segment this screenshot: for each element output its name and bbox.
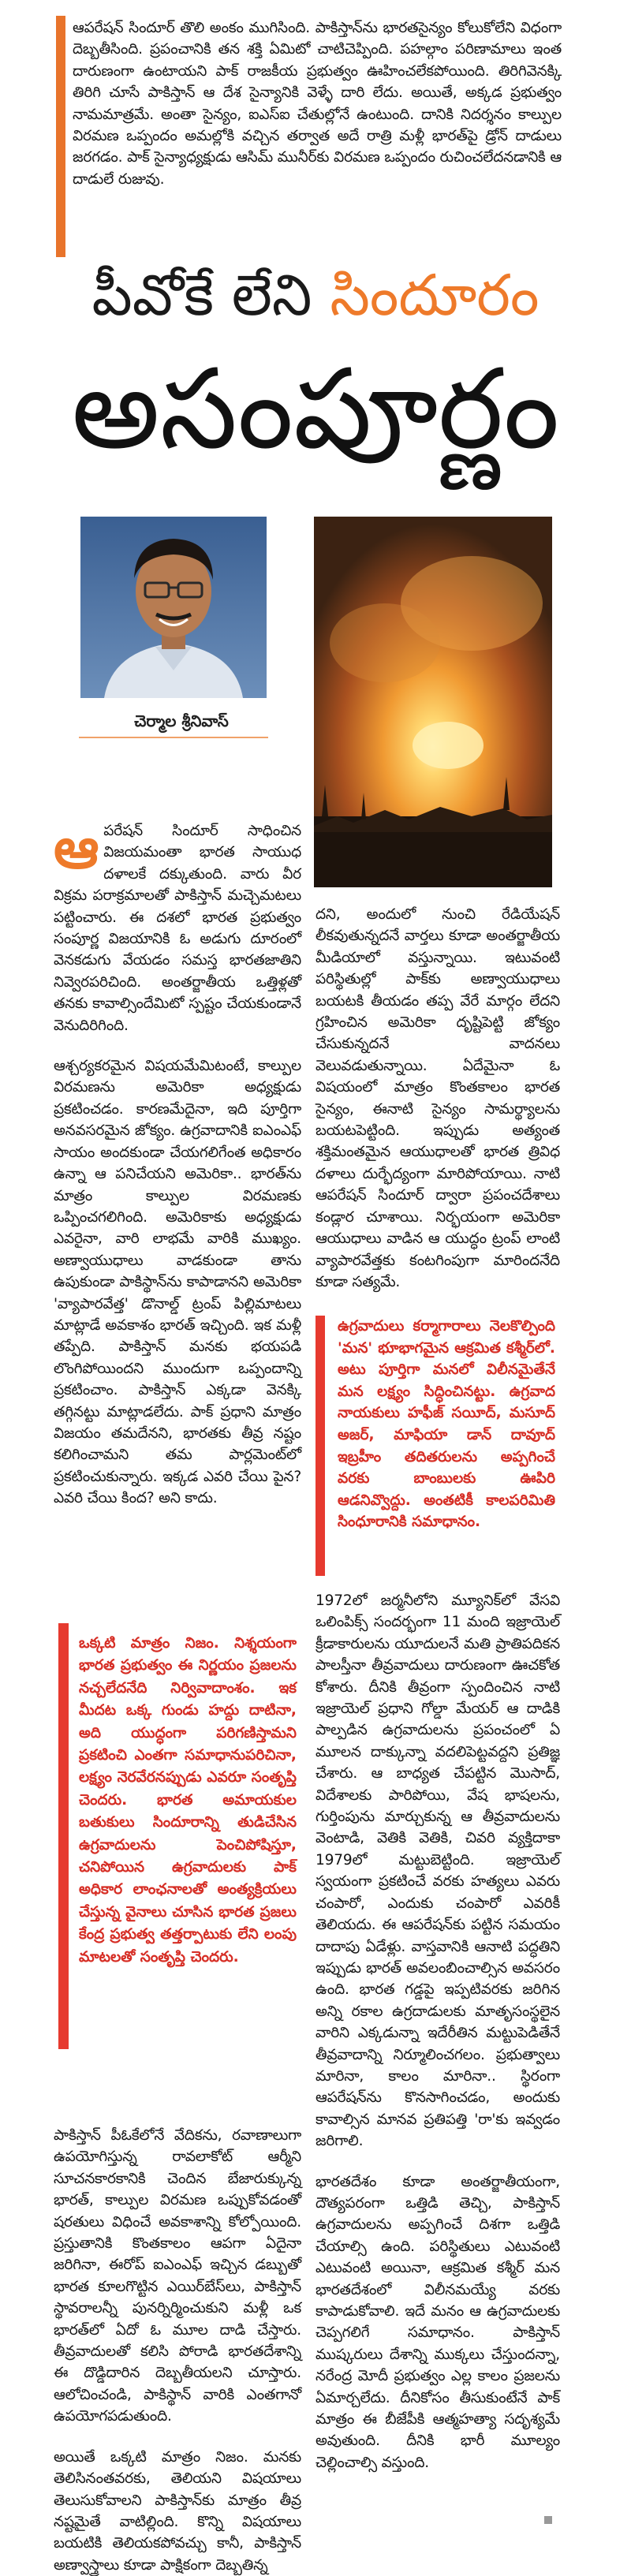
col2-paragraph-3: భారతదేశం కూడా అంతర్జాతీయంగా, దౌత్యపరంగా ఒత్తిడి తెచ్చి, పాకిస్తాన్ ఉగ్రవాదులను అప్పగించే దిశగా ఒత్తిడి చేయాల్సి ఉంది. పరిస్థితులు ఎటువంటి ఎటువంటి అయినా, ఆక్రమిత కశ్మీర్ మన భారతదేశంలో విలీనమయ్యే వరకు కాపాడుకోవాలి. ఇదే మనం ఆ ఉగ్రవాదులకు చెప్పగలిగే సమాధానం. పాకిస్తాన్ ముష్కరులు దేశాన్ని ముక్కలు చేస్తుందన్నా, నరేంద్ర మోదీ ప్రభుత్వం ఎల్ల కాలం ప్రజలను ఏమార్చలేదు. దీనికోసం తీసుకుంటేనే పాక్ మాత్రం ఈ బీజేపీకి ఆత్మహత్యా సదృశ్యమే అవుతుంది. దీనికి భారీ మూల్యం చెల్లించాల్సి వస్తుంది. <box>316 2173 560 2471</box>
headline-orange-part: సిందూరం <box>330 262 540 328</box>
headline-black-part: పీవోకే లేని <box>91 262 312 328</box>
headline-line-1 <box>0 260 631 330</box>
square-end-mark-icon <box>544 2516 552 2524</box>
pullquote-1: ఒక్కటి మాత్రం నిజం. నిశ్శయంగా భారత ప్రభుత్వం ఈ నిర్ణయం ప్రజలను నచ్చలేదనేది నిర్వివాదాంశం. ఇక మీదట ఒక్క గుండు హద్దు దాటినా, అది యుద్ధంగా పరిగణిస్తామని ప్రకటించి ఎంతగా సమాధానుపరిచినా, లక్ష్యం నెరవేరనప్పుడు ఎవరూ సంతృప్తి చెందరు. భారత అమాయకుల బతుకులు సిందూరాన్ని తుడిచేసిన ఉగ్రవాదులను పెంచిపోషిస్తూ, చనిపోయిన ఉగ్రవాదులకు పాక్ అధికార లాంఛనాలతో అంత్యక్రియలు చేస్తున్న వైనాలు చూసిన భారత ప్రజలు కేంద్ర ప్రభుత్వ తత్తర్పాటుకు లేని లంపు మాటలతో సంతృప్తి చెందరు. <box>79 1635 297 1966</box>
col2-paragraph-1: దని, అందులో నుంచి రేడియేషన్ లీకవుతున్నదనే వార్తలు కూడా అంతర్జాతీయ మీడియాలో వస్తున్నాయి. ఇటువంటి పరిస్థితుల్లో పాక్‌కు అణ్వాయుధాలు బయటకి తీయడం తప్ప వేరే మార్గం లేదని గ్రహించిన అమెరికా దృష్టిపెట్టి జోక్యం చేసుకున్నదనే వాదనలు వెలువడుతున్నాయి. ఏదేమైనా ఓ విషయంలో మాత్రం కొంతకాలం భారత సైన్యం, ఈనాటి సైన్యం సామర్థ్యాలను బయటపెట్టింది. ఇప్పుడు అత్యంత శక్తిమంతమైన ఆయుధాలతో భారత త్రివిధ దళాలు దుర్భేద్యంగా మారిపోయాయి. నాటి ఆపరేషన్ సిందూర్ ద్వారా ప్రపంచదేశాలు కండ్లార చూశాయి. నిర్భయంగా అమెరికా ఆయుధాలు వాడిన ఆ యుద్ధం ట్రంప్ లాంటి వ్యాపారవేత్తకు కంటగింపుగా మారిందనేది కూడా సత్యమే. <box>316 906 560 1290</box>
col1-paragraph-4: అయితే ఒక్కటి మాత్రం నిజం. మనకు తెలిసినంతవరకు, తెలియని విషయాలు తెలుసుకోవాలని పాకిస్తాన్‌కు మాత్రం తీవ్ర నష్టమైతే వాటిల్లింది. కొన్ని విషయాలు బయటికి తెలియకపోవచ్చు కానీ, పాకిస్తాన్ అణ్వాస్త్రాలు కూడా పాక్షికంగా దెబ్బతిన్న <box>54 2448 301 2574</box>
headline-line-2: అసంపూర్ణం <box>71 345 560 474</box>
article-column-2-continued <box>316 1590 560 2513</box>
author-name-underline <box>79 737 268 738</box>
intro-accent-bar <box>56 16 65 257</box>
intro-blurb: ఆపరేషన్ సిందూర్ తొలి అంకం ముగిసింది. పాకిస్తాన్‌ను భారతసైన్యం కోలుకోలేని విధంగా దెబ్బతీసింది. ప్రపంచానికి తన శక్తి ఏమిటో చాటిచెప్పింది. పహల్గాం పరిణామాలు ఇంత దారుణంగా ఉంటాయని పాక్ రాజకీయ ప్రభుత్వం ఊహించలేకపోయింది. తిరిగివెనక్కి తిరిగి చూసే పాకిస్తాన్ ఆ దేశ సైన్యానికి వెళ్ళే దారి లేదు. అయితే, అక్కడ ప్రభుత్వం నామమాత్రమే. అంతా సైన్యం, ఐఎస్ఐ చేతుల్లోనే ఉంటుంది. దానికి నిదర్శనం కాల్పుల విరమణ ఒప్పందం అమల్లోకి వచ్చిన తర్వాత అదే రాత్రి మళ్లీ భారత్‌పై డ్రోన్ దాడులు జరగడం. పాక్ సైన్యాధ్యక్షుడు ఆసిమ్ మునీర్‌కు విరమణ ఒప్పందం రుచించలేదనడానికి ఆ దాడులే రుజువు. <box>73 20 562 188</box>
article-column-2 <box>316 904 560 1314</box>
author-portrait-illustration <box>80 517 267 698</box>
article-column-1-continued <box>54 2125 301 2574</box>
pullquote-1-accent-bar <box>58 1623 69 2049</box>
pullquote-2: ఉగ్రవాదులు కర్మాగారాలు నెలకొల్పింది 'మన' భూభాగమైన ఆక్రమిత కశ్మీర్‌లో. అటు పూర్తిగా మనలో విలీనమైతేనే మన లక్ష్యం సిద్ధించినట్టు. ఉగ్రవాద నాయకులు హఫీజ్ సయీద్, మసూద్ అజర్, మాఫియా డాన్ దావూద్ ఇబ్రహీం తదితరులను అప్పగించే వరకు బాంబులకు ఊపిరి ఆడనివ్వొద్దు. అంతటికీ కాలపరిమితి సింధూరానికి సమాధానం. <box>338 1318 555 1531</box>
pullquote-2-accent-bar <box>316 1316 325 1576</box>
explosion-night-photo <box>314 517 552 887</box>
author-photo <box>80 517 267 698</box>
drop-cap: ఆ <box>54 815 99 881</box>
article-column-1 <box>54 815 301 1554</box>
col2-paragraph-2: 1972లో జర్మనీలోని మ్యూనిక్‌లో వేసవి ఒలింపిక్స్ సందర్భంగా 11 మంది ఇజ్రాయెల్ క్రీడాకారులను యూదులనే మతి ప్రాతిపదికన పాలస్తీనా తీవ్రవాదులు దారుణంగా ఊచకోత కోశారు. దీనికి తీవ్రంగా స్పందించిన నాటి ఇజ్రాయెల్ ప్రధాని గోల్డా మేయర్ ఆ దాడికి పాల్పడిన ఉగ్రవాదులను ప్రపంచంలో ఏ మూలన దాక్కున్నా వదలిపెట్టవద్దని ప్రతిజ్ఞ చేశారు. ఆ బాధ్యత చేపట్టిన మొసాద్, విదేశాలకు పారిపోయి, వేష భాషలను, గుర్తింపును మార్చుకున్న ఆ తీవ్రవాదులను వెంటాడి, వెతికి వెతికి, చివరి వ్యక్తిదాకా 1979లో మట్టుబెట్టింది. ఇజ్రాయెల్ స్వయంగా ప్రకటించే వరకు హత్యలు ఎవరు చంపారో, ఎందుకు చంపారో ఎవరికీ తెలియదు. ఈ ఆపరేషన్‌కు పట్టిన సమయం దాదాపు ఏడేళ్లు. వాస్తవానికి ఆనాటి పద్ధతిని ఇప్పుడు భారత్ అవలంబించాల్సిన అవసరం ఉంది. భారత గడ్డపై ఇప్పటివరకు జరిగిన అన్ని రకాల ఉగ్రదాడులకు మాతృసంస్థలైన వారిని ఎక్కడున్నా ఇదేరీతిన మట్టుపెడితేనే తీవ్రవాదాన్ని నిర్మూలించగలం. ప్రభుత్వాలు మారినా, కాలం మారినా.. స్థిరంగా ఆపరేషన్‌ను కొనసాగించడం, అందుకు కావాల్సిన మానవ ప్రతిపత్తి 'రా'కు ఇవ్వడం జరిగాలి. <box>316 1592 560 2150</box>
col1-paragraph-1: పరేషన్ సిందూర్ సాధించిన విజయమంతా భారత సాయుధ దళాలకే దక్కుతుంది. వారు వీర విక్రమ పరాక్రమాలతో పాకిస్తాన్ మచ్చెమటలు పట్టించారు. ఈ దశలో భారత ప్రభుత్వం సంపూర్ణ విజయానికి ఓ అడుగు దూరంలో వెనకడుగు వేయడం సమస్త భారతజాతిని నివ్వెరపరిచింది. అంతర్జాతీయ ఒత్తిళ్లతో తనకు కావాల్సిందేమిటో స్పష్టం చేయకుండానే వెనుదిరిగింది. <box>54 823 301 1034</box>
explosion-scene-illustration <box>314 517 552 887</box>
col1-paragraph-2: ఆశ్చర్యకరమైన విషయమేమిటంటే, కాల్పుల విరమణను అమెరికా అధ్యక్షుడు ప్రకటించడం. కారణమేదైనా, ఇది పూర్తిగా అనవసరమైన జోక్యం. ఉగ్రవాదానికి ఐఎంఎఫ్ సాయం అందకుండా చేయగలిగేంత అధికారం ఉన్నా ఆ పనిచేయని అమెరికా.. భారత్‌ను మాత్రం కాల్పుల విరమణకు ఒప్పించగలిగింది. అమెరికాకు అధ్యక్షుడు ఎవరైనా, వారి లాభమే వారికి ముఖ్యం. అణ్వాయుధాలు వాడకుండా తాను ఉపుకుండా పాకిస్థాన్‌ను కాపాడానని అమెరికా 'వ్యాపారవేత్త' డొనాల్డ్ ట్రంప్ పిల్లిమాటలు మాట్లాడే అవకాశం భారత్ ఇచ్చింది. ఇక మళ్లీ తప్పేది. పాకిస్తాన్ మనకు భయపడి లొంగిపోయిందని ముందుగా ఒప్పందాన్ని ప్రకటించాం. పాకిస్తాన్ ఎక్కడా వెనక్కి తగ్గినట్టు మాట్లాడలేదు. పాక్ ప్రధాని మాత్రం విజయం తమదేనని, భారతకు తీవ్ర నష్టం కలిగించామని తమ పార్లమెంట్‌లో ప్రకటించుకున్నారు. ఇక్కడ ఎవరి చేయి పైన? ఎవరి చేయి కింద? అని కాదు. <box>54 1058 301 1507</box>
col1-paragraph-3: పాకిస్తాన్ పీఓకేలోనే వేదికను, రవాణాలుగా ఉపయోగిస్తున్న రావలాకోట్ ఆర్మీని సూచనకారకానికి చెందిన బేజారుక్కున్న భారత్, కాల్పుల విరమణ ఒప్పుకోవడంతో షరతులు విధించే అవకాశాన్ని కోల్పోయింది. ప్రస్తుతానికి కొంతకాలం ఆపగా ఏదైనా జరిగినా, ఈరోప్‌ ఐఎంఎఫ్ ఇచ్చిన డబ్బుతో భారత కూలగొట్టిన ఎయిర్‌బేస్‌లు, పాకిస్తాన్ స్థావరాలన్నీ పునర్నిర్మించుకుని మళ్లీ ఒక భారత్‌లో ఏదో ఓ మూల దాడి చేస్తారు. తీవ్రవాదులతో కలిసి పోరాడి భారతదేశాన్ని ఈ దొడ్డిదారిన దెబ్బతీయలని చూస్తారు. ఆలోచించండి, పాకిస్థాన్ వారికి ఎంతగానో ఉపయోగపడుతుంది. <box>54 2127 301 2425</box>
author-name: చెర్మాల శ్రీనివాస్ <box>134 711 229 730</box>
